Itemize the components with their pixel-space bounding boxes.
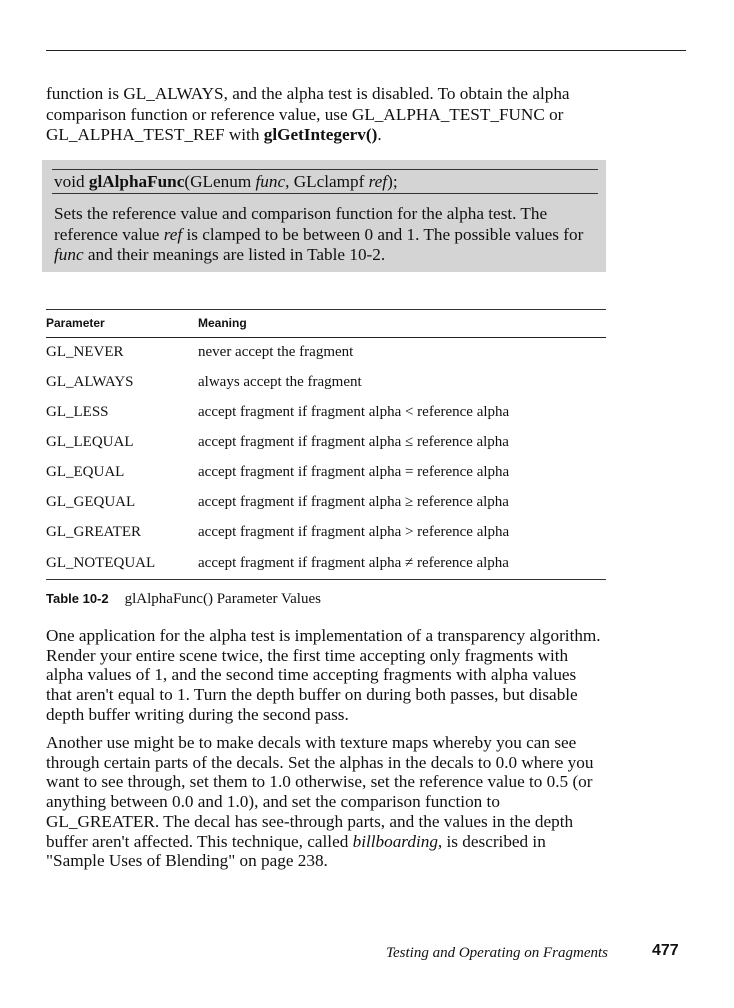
signature-return-type: void [54, 172, 89, 191]
function-description [54, 204, 604, 266]
table-top-rule [46, 309, 606, 310]
table-row [46, 555, 606, 585]
function-reference-box [42, 160, 606, 272]
param-cell: GL_LESS [46, 404, 109, 420]
meaning-cell: accept fragment if fragment alpha ≠ reference alpha [198, 555, 509, 571]
paragraph-text: Another use might be to make decals with texture maps whereby you can see through certain parts of the decals. Set the alphas in the decals to 0.0 where you want to see through, set them to 1.0 otherwise, set the reference value to 0.5 (or anything between 0.0 and 1.0), and set the comparison function to GL_GREATER. The decal has see-through parts, and the values in the depth buffer aren't affected. This technique, called [46, 733, 594, 851]
meaning-cell: accept fragment if fragment alpha < reference alpha [198, 404, 510, 420]
description-text: Sets the reference value and comparison function for the alpha test. The reference value [54, 204, 548, 244]
table-row [46, 404, 606, 434]
intro-text: function is GL_ALWAYS, and the alpha test is disabled. To obtain the alpha comparison function or reference value, use GL_ALPHA_TEST_FUNC or GL_ALPHA_TEST_REF with [46, 84, 570, 144]
running-footer-title: Testing and Operating on Fragments [386, 945, 608, 961]
signature-param-ref: ref [368, 172, 388, 191]
table-row [46, 524, 606, 554]
body-paragraph-decals [46, 733, 606, 871]
table-caption [46, 591, 321, 608]
param-cell: GL_ALWAYS [46, 374, 134, 390]
table-bottom-rule [46, 579, 606, 580]
caption-label: Table 10-2 [46, 591, 109, 606]
table-row [46, 374, 606, 404]
table-header-parameter: Parameter [46, 316, 105, 330]
meaning-cell: accept fragment if fragment alpha = reference alpha [198, 464, 510, 480]
meaning-cell: accept fragment if fragment alpha ≥ reference alpha [198, 494, 509, 510]
meaning-cell: accept fragment if fragment alpha > reference alpha [198, 524, 510, 540]
table-row [46, 344, 606, 374]
signature-param-func: func [255, 172, 286, 191]
param-cell: GL_GEQUAL [46, 494, 136, 510]
table-row [46, 464, 606, 494]
description-text: and their meanings are listed in Table 10-2. [83, 245, 386, 264]
param-cell: GL_EQUAL [46, 464, 125, 480]
description-param-func: func [54, 245, 84, 264]
table-header-rule [46, 337, 606, 338]
box-rule-bottom [52, 193, 598, 194]
signature-part: (GLenum [184, 172, 256, 191]
table-row [46, 494, 606, 524]
emphasis-billboarding: billboarding [352, 831, 438, 851]
param-cell: GL_NEVER [46, 344, 124, 360]
page-number: 477 [652, 942, 679, 959]
signature-part: ); [387, 172, 398, 191]
caption-text: glAlphaFunc() Parameter Values [124, 591, 321, 607]
param-cell: GL_GREATER [46, 524, 141, 540]
signature-function-name: glAlphaFunc [88, 172, 185, 191]
param-cell: GL_LEQUAL [46, 434, 134, 450]
meaning-cell: always accept the fragment [198, 374, 362, 390]
paragraph-text-end: , is described in "Sample Uses of Blending" on page 238. [46, 831, 546, 871]
box-rule-top [52, 169, 598, 170]
body-paragraph-transparency: One application for the alpha test is implementation of a transparency algorithm. Render your entire scene twice, the first time accepting only fragments with alpha values of 1, and the second time accepting fragments with alpha values that aren't equal to 1. Turn the depth buffer on during both passes, but disable depth buffer writing during the second pass. [46, 626, 601, 724]
description-param-ref: ref [163, 224, 183, 244]
table-header-meaning: Meaning [198, 316, 247, 330]
header-rule [46, 50, 686, 51]
intro-paragraph [46, 84, 616, 146]
param-cell: GL_NOTEQUAL [46, 555, 156, 571]
meaning-cell: never accept the fragment [198, 344, 354, 360]
signature-part: , GLclampf [285, 172, 369, 191]
intro-function-name: glGetIntegerv() [263, 125, 378, 144]
intro-text-end: . [377, 125, 382, 144]
table-row [46, 434, 606, 464]
description-text: is clamped to be between 0 and 1. The possible values for [182, 224, 584, 244]
function-signature [54, 172, 398, 192]
meaning-cell: accept fragment if fragment alpha ≤ reference alpha [198, 434, 509, 450]
